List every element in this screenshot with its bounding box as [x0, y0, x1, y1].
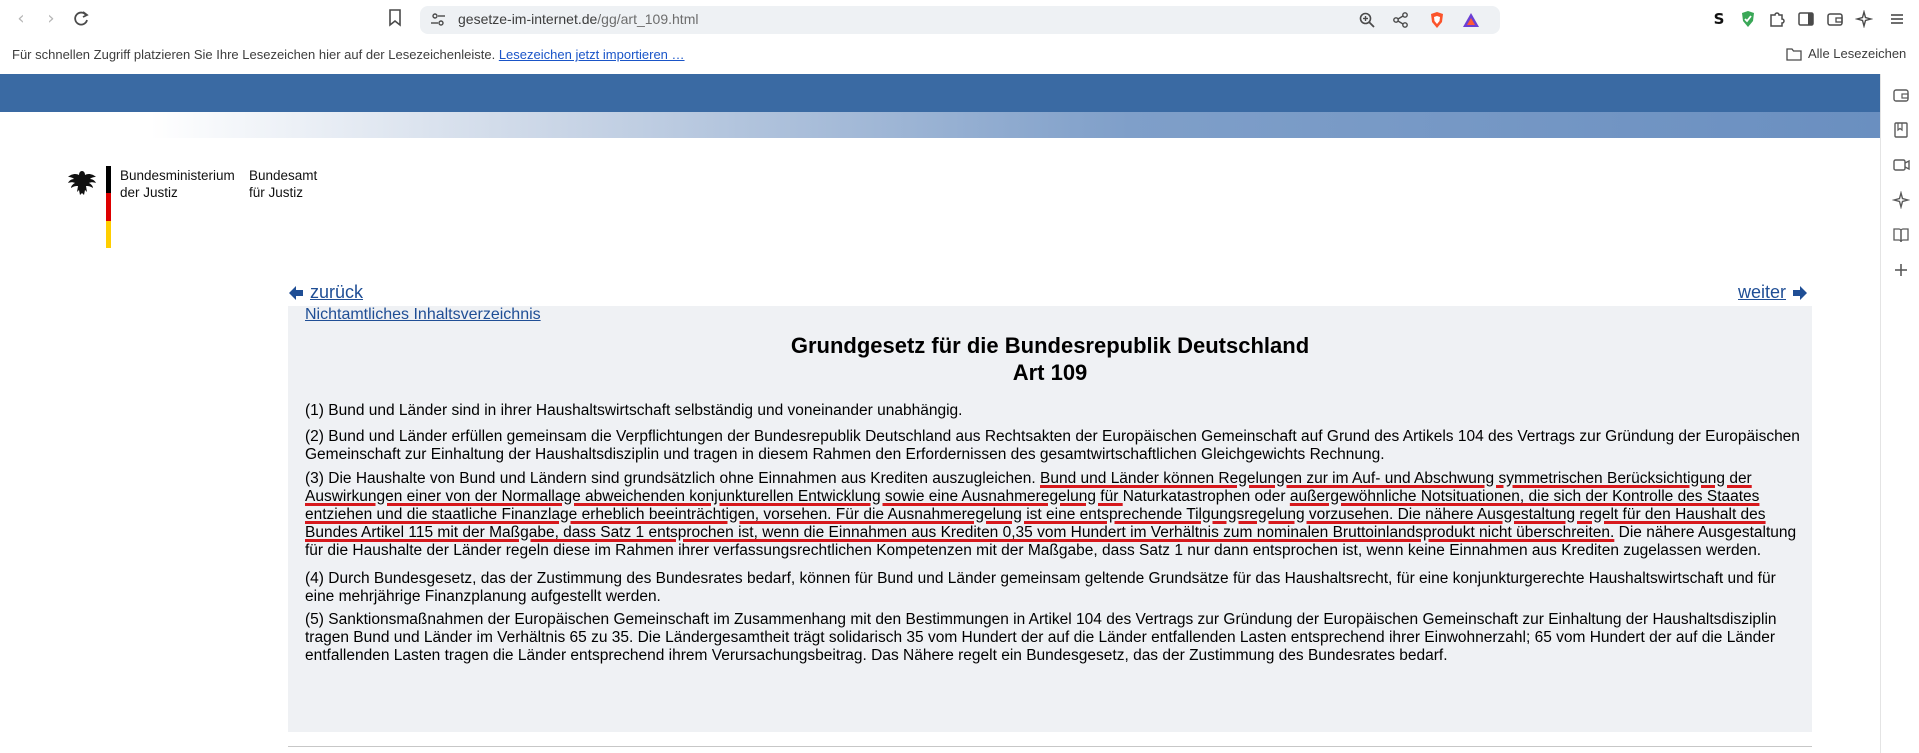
bookmarks-bar	[0, 40, 1919, 70]
next-link[interactable]: weiter	[1738, 282, 1787, 302]
back-link[interactable]: zurück	[310, 282, 364, 302]
site-settings-icon[interactable]	[430, 12, 446, 28]
paragraph-3-part-e: Die nähere Ausgestaltung für die Haushalte der Länder regeln diese im Rahmen ihrer verfassungsrechtlichen Kompetenzen mit der Maßgabe, dass Satz 1 nur dann entsprochen ist, wenn keine Einnahmen aus Krediten zugelassen werden.	[305, 524, 1797, 559]
media-panel-icon[interactable]	[1892, 156, 1910, 174]
web-page	[0, 74, 1880, 753]
bookmarks-hint-text: Für schnellen Zugriff platzieren Sie Ihre Lesezeichen hier auf der Lesezeichenleiste.	[12, 47, 496, 62]
extension-shield-check-icon[interactable]	[1739, 10, 1757, 28]
side-panel	[1880, 74, 1919, 753]
site-logo[interactable]	[66, 166, 366, 252]
add-panel-icon[interactable]	[1892, 261, 1910, 279]
paragraph-1: (1) Bund und Länder sind in ihrer Haushaltswirtschaft selbständig und voneinander unabhängig.	[305, 402, 963, 419]
leo-panel-icon[interactable]	[1892, 191, 1910, 209]
folder-icon	[1786, 47, 1802, 61]
law-title: Grundgesetz für die Bundesrepublik Deutschland	[790, 333, 1310, 358]
browser-toolbar	[0, 0, 1919, 40]
bookmark-page-icon[interactable]	[388, 9, 406, 31]
zoom-icon[interactable]	[1358, 11, 1376, 29]
arrow-left-icon	[288, 285, 304, 301]
highlight-underline-1: Bund und Länder können Regelungen zur im Auf- und Abschwung symmetrischen Berücksichtigung der Auswirkungen einer von der Normallage abweichenden konjunkturellen Entwicklung sowie eine Ausnahmeregelung für	[305, 470, 1752, 505]
ministry-line-2: der Justiz	[120, 185, 178, 200]
next-navigation[interactable]	[1738, 282, 1808, 303]
menu-icon[interactable]	[1888, 10, 1906, 28]
all-bookmarks-label: Alle Lesezeichen	[1808, 46, 1907, 61]
share-icon[interactable]	[1392, 11, 1410, 29]
paragraph-3-part-a: (3) Die Haushalte von Bund und Ländern sind grundsätzlich ohne Einnahmen aus Krediten auszugleichen.	[305, 470, 1041, 487]
german-flag-bar	[106, 166, 111, 248]
paragraph-4: (4) Durch Bundesgesetz, das der Zustimmung des Bundesrates bedarf, können für Bund und Länder gemeinsam geltende Grundsätze für das Haushaltsrecht, für eine konjunkturgerechte Haushaltswirtschaft und für eine mehrjährige Finanzplanung aufgestellt werden.	[305, 570, 1776, 605]
federal-eagle-icon	[66, 168, 98, 200]
bookmarks-hint	[12, 47, 685, 62]
bookmarks-panel-icon[interactable]	[1892, 121, 1910, 139]
toc-link[interactable]: Nichtamtliches Inhaltsverzeichnis	[305, 306, 541, 323]
paragraph-3-part-c: Naturkatastrophen oder	[1122, 488, 1290, 505]
office-line-1: Bundesamt	[249, 168, 318, 183]
extension-s-icon[interactable]: S	[1713, 10, 1725, 28]
ministry-name	[120, 167, 235, 201]
address-bar[interactable]	[420, 6, 1500, 34]
url-text[interactable]	[458, 11, 698, 27]
sidebar-toggle-icon[interactable]	[1797, 10, 1815, 28]
highlight-underline-2: außergewöhnliche Notsituationen, die sich der Kontrolle des Staates entziehen und die staatliche Finanzlage erheblich beeinträchtigen, vorsehen. Für die Ausnahmeregelung ist eine entsprechende Tilgungsregelung vorzusehen. Die nähere Ausgestaltung regelt für den Haushalt des Bundes Artikel 115 mit der Maßgabe, dass Satz 1 entsprochen ist, wenn die Einnahmen aus Krediten 0,35 vom Hundert im Verhältnis zum nominalen Bruttoinlandsprodukt nicht überschreiten.	[305, 488, 1766, 541]
header-gradient	[0, 112, 1880, 138]
paragraph-5: (5) Sanktionsmaßnahmen der Europäischen Gemeinschaft im Zusammenhang mit den Bestimmungen in Artikel 104 des Vertrags zur Gründung der Europäischen Gemeinschaft zur Einhaltung der Haushaltsdisziplin tragen Bund und Länder im Verhältnis 65 zu 35. Die Ländergesamtheit trägt solidarisch 35 vom Hundert der auf die Länder entfallenden Lasten entsprechend ihrer Einwohnerzahl; 65 vom Hundert der auf die Länder entfallenden Lasten tragen die Länder entsprechend ihrem Verursachungsbeitrag. Das Nähere regelt ein Bundesgesetz, das der Zustimmung des Bundesrates bedarf.	[305, 611, 1777, 664]
forward-icon[interactable]: ›	[47, 8, 55, 29]
article-number: Art 109	[1012, 360, 1088, 385]
wallet-panel-icon[interactable]	[1892, 86, 1910, 104]
back-navigation[interactable]	[288, 282, 363, 303]
reading-list-icon[interactable]	[1892, 226, 1910, 244]
ministry-line-1: Bundesministerium	[120, 168, 235, 183]
all-bookmarks-button[interactable]	[1786, 46, 1906, 61]
brave-rewards-icon[interactable]	[1462, 11, 1480, 29]
content-divider	[288, 746, 1812, 747]
url-path: /gg/art_109.html	[597, 11, 699, 27]
header-banner	[0, 74, 1880, 112]
wallet-icon[interactable]	[1826, 10, 1844, 28]
import-bookmarks-link[interactable]: Lesezeichen jetzt importieren …	[498, 47, 685, 62]
office-line-2: für Justiz	[249, 185, 304, 200]
leo-ai-icon[interactable]	[1855, 10, 1873, 28]
paragraph-2: (2) Bund und Länder erfüllen gemeinsam die Verpflichtungen der Bundesrepublik Deutschland aus Rechtsakten der Europäischen Gemeinschaft auf Grund des Artikels 104 des Vertrags zur Gründung der Europäischen Gemeinschaft zur Einhaltung der Haushaltsdisziplin und tragen in diesem Rahmen den Erfordernissen des gesamtwirtschaftlichen Gleichgewichts Rechnung.	[305, 428, 1800, 463]
brave-shields-icon[interactable]	[1428, 11, 1446, 29]
url-host: gesetze-im-internet.de	[458, 11, 598, 27]
reload-icon[interactable]	[70, 8, 92, 30]
arrow-right-icon	[1792, 285, 1808, 301]
article-content	[288, 306, 1812, 732]
office-name	[249, 167, 317, 201]
article-title	[288, 332, 1812, 386]
paragraph-3	[305, 470, 1805, 560]
back-icon[interactable]: ‹	[17, 8, 25, 29]
extensions-puzzle-icon[interactable]	[1768, 10, 1786, 28]
